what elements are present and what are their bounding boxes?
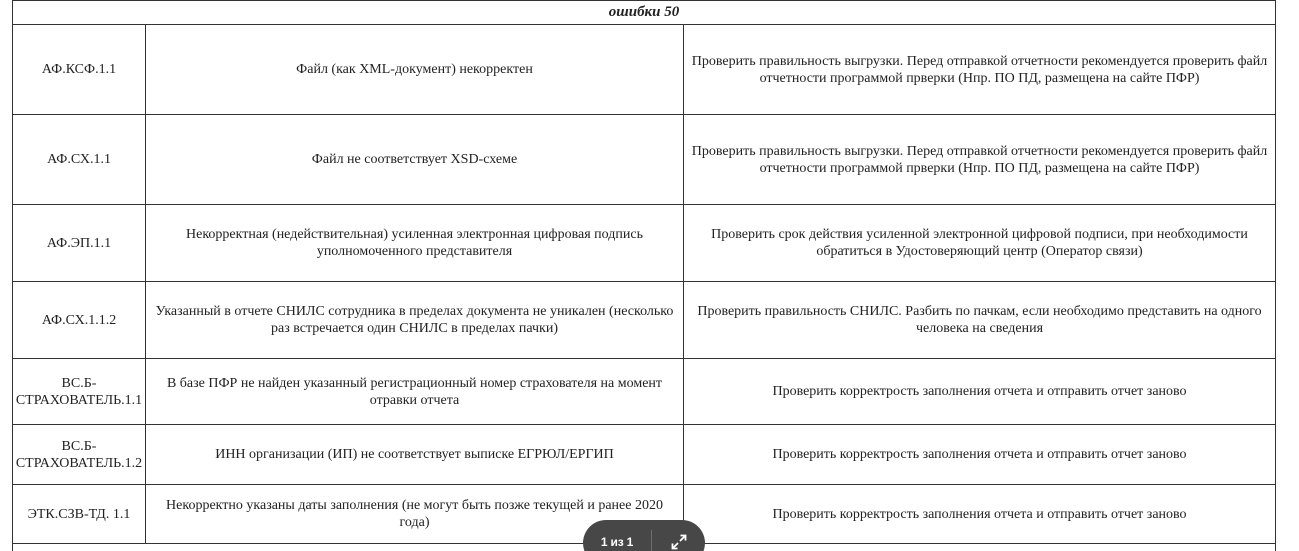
table-row — [13, 115, 1276, 205]
error-code-cell: ВС.Б-СТРАХОВАТЕЛЬ.1.1 — [13, 359, 146, 425]
table-row — [13, 205, 1276, 282]
error-action-cell: Проверить правильность выгрузки. Перед отправкой отчетности рекомендуется проверить файл отчетности программой прверки (Нпр. ПО ПД, размещена на сайте ПФР) — [684, 25, 1276, 115]
table-row — [13, 359, 1276, 425]
table-row — [13, 425, 1276, 485]
error-action-cell: Проверить правильность выгрузки. Перед отправкой отчетности рекомендуется проверить файл отчетности программой прверки (Нпр. ПО ПД, размещена на сайте ПФР) — [684, 115, 1276, 205]
table-row — [13, 282, 1276, 359]
expand-diagonal-arrows-icon — [671, 534, 687, 550]
error-description-cell: Некорректно указаны даты заполнения (не могут быть позже текущей и ранее 2020 года) — [146, 485, 684, 544]
error-codes-table — [12, 0, 1276, 551]
error-code-cell: ВС.Б-СТРАХОВАТЕЛЬ.1.2 — [13, 425, 146, 485]
error-action-cell: Проверить корректрость заполнения отчета и отправить отчет заново — [684, 359, 1276, 425]
error-action-cell: Проверить правильность СНИЛС. Разбить по пачкам, если необходимо представить на одного человека на сведения — [684, 282, 1276, 359]
page-indicator: 1 из 1 — [600, 535, 634, 549]
error-code-cell: АФ.ЭП.1.1 — [13, 205, 146, 282]
error-description-cell: Указанный в отчете СНИЛС сотрудника в пределах документа не уникален (несколько раз встречается один СНИЛС в пределах пачки) — [146, 282, 684, 359]
error-action-cell: Проверить срок действия усиленной электронной цифровой подписи, при необходимости обратиться в Удостоверяющий центр (Оператор связи) — [684, 205, 1276, 282]
error-action-cell: Проверить корректрость заполнения отчета и отправить отчет заново — [684, 485, 1276, 544]
error-action-cell: Проверить корректрость заполнения отчета и отправить отчет заново — [684, 425, 1276, 485]
error-code-cell: АФ.СХ.1.1 — [13, 115, 146, 205]
table-title: ошибки 50 — [13, 1, 1276, 25]
error-code-cell: АФ.КСФ.1.1 — [13, 25, 146, 115]
table-row — [13, 25, 1276, 115]
error-description-cell: Файл не соответствует XSD-схеме — [146, 115, 684, 205]
error-description-cell: Файл (как XML-документ) некорректен — [146, 25, 684, 115]
error-description-cell: ИНН организации (ИП) не соответствует выписке ЕГРЮЛ/ЕРГИП — [146, 425, 684, 485]
expand-button[interactable] — [652, 520, 705, 551]
error-description-cell: В базе ПФР не найден указанный регистрационный номер страхователя на момент отравки отчета — [146, 359, 684, 425]
document-viewer-toolbar — [583, 520, 705, 551]
error-description-cell: Некорректная (недействительная) усиленная электронная цифровая подпись уполномоченного представителя — [146, 205, 684, 282]
error-code-cell: АФ.СХ.1.1.2 — [13, 282, 146, 359]
table-title-row — [13, 1, 1276, 25]
error-code-cell: ЭТК.СЗВ-ТД. 1.1 — [13, 485, 146, 544]
